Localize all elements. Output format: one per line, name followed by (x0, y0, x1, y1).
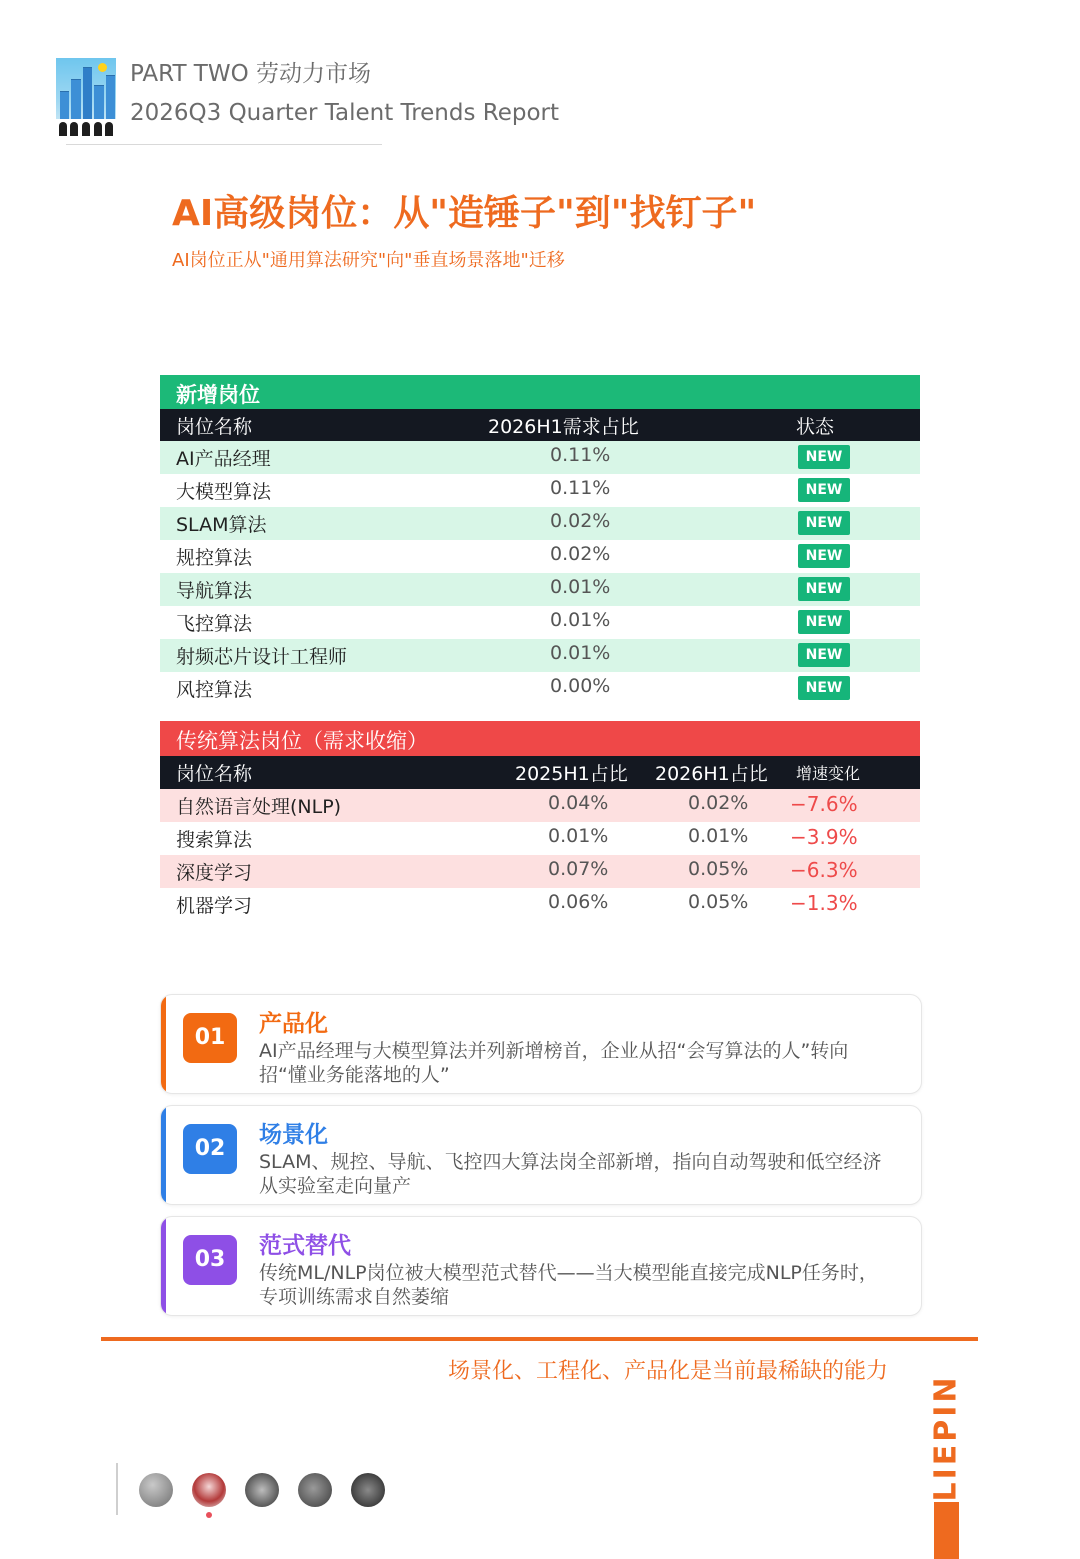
header-part: PART TWO 劳动力市场 (130, 61, 372, 87)
insight-card (160, 1105, 922, 1205)
job-share: 0.02% (550, 543, 611, 565)
traditional-jobs-section-header (160, 721, 920, 757)
new-badge: NEW (798, 676, 850, 700)
job-name: 射频芯片设计工程师 (176, 646, 348, 668)
nav-divider (116, 1463, 118, 1515)
new-badge: NEW (798, 577, 850, 601)
card-title: 场景化 (259, 1122, 328, 1148)
card-description: 传统ML/NLP岗位被大模型范式替代——当大模型能直接完成NLP任务时，专项训练需求自然萎缩 (259, 1262, 878, 1308)
traditional-jobs-section-title: 传统算法岗位（需求收缩） (176, 729, 428, 753)
page-subtitle: AI岗位正从"通用算法研究"向"垂直场景落地"迁移 (172, 250, 565, 271)
job-share: 0.00% (550, 675, 611, 697)
insight-card (160, 994, 922, 1094)
new-jobs-column-header (160, 409, 920, 441)
table-row (160, 789, 920, 822)
table-row (160, 639, 920, 672)
job-name: 规控算法 (176, 547, 253, 569)
table-row (160, 474, 920, 507)
col-growth-change: 增速变化 (796, 764, 861, 783)
col-2025h1-share: 2025H1占比 (515, 763, 628, 785)
table-row (160, 888, 920, 921)
table-row (160, 606, 920, 639)
page-thumbnail-4[interactable] (298, 1473, 332, 1507)
job-name: 深度学习 (176, 862, 253, 884)
new-badge: NEW (798, 478, 850, 502)
share-2025h1: 0.01% (548, 825, 609, 847)
page-thumbnail-5[interactable] (351, 1473, 385, 1507)
table-row (160, 441, 920, 474)
col-status: 状态 (796, 416, 835, 438)
job-name: 风控算法 (176, 679, 253, 701)
job-name: 大模型算法 (176, 481, 272, 503)
page-thumbnail-3[interactable] (245, 1473, 279, 1507)
new-jobs-section-title: 新增岗位 (176, 383, 260, 407)
job-name: 导航算法 (176, 580, 253, 602)
card-number: 03 (183, 1235, 237, 1285)
job-share: 0.01% (550, 576, 611, 598)
job-share: 0.01% (550, 609, 611, 631)
share-2025h1: 0.06% (548, 891, 609, 913)
table-row (160, 507, 920, 540)
new-badge: NEW (798, 610, 850, 634)
table-row (160, 573, 920, 606)
card-description: SLAM、规控、导航、飞控四大算法岗全部新增，指向自动驾驶和低空经济从实验室走向量产 (259, 1151, 882, 1197)
table-row (160, 672, 920, 705)
col-job-name: 岗位名称 (176, 763, 253, 785)
col-2026h1-share: 2026H1占比 (655, 763, 768, 785)
job-name: 飞控算法 (176, 613, 253, 635)
share-2025h1: 0.07% (548, 858, 609, 880)
share-2026h1: 0.05% (688, 858, 749, 880)
card-description: AI产品经理与大模型算法并列新增榜首，企业从招“会写算法的人”转向招“懂业务能落地的人” (259, 1040, 849, 1086)
job-share: 0.02% (550, 510, 611, 532)
table-row (160, 822, 920, 855)
traditional-jobs-column-header (160, 756, 920, 789)
card-number: 01 (183, 1013, 237, 1063)
growth-change: −7.6% (790, 792, 858, 816)
job-share: 0.11% (550, 444, 611, 466)
share-2025h1: 0.04% (548, 792, 609, 814)
growth-change: −6.3% (790, 858, 858, 882)
new-badge: NEW (798, 544, 850, 568)
brand-label (928, 1373, 964, 1502)
new-badge: NEW (798, 511, 850, 535)
page-thumbnail-1[interactable] (139, 1473, 173, 1507)
footer-divider (101, 1337, 978, 1341)
new-jobs-section-header (160, 375, 920, 411)
card-accent-bar (161, 1106, 166, 1204)
brand-name: LIEPIN (928, 1373, 964, 1502)
page-thumbnail-2[interactable] (192, 1473, 226, 1507)
share-2026h1: 0.02% (688, 792, 749, 814)
header-divider (66, 144, 382, 145)
brand-accent-bar (934, 1502, 959, 1559)
job-share: 0.01% (550, 642, 611, 664)
page-title: AI高级岗位：从"造锤子"到"找钉子" (172, 193, 757, 234)
job-name: SLAM算法 (176, 514, 267, 536)
card-accent-bar (161, 995, 166, 1093)
share-2026h1: 0.05% (688, 891, 749, 913)
card-title: 产品化 (259, 1011, 328, 1037)
insight-card (160, 1216, 922, 1316)
share-2026h1: 0.01% (688, 825, 749, 847)
col-job-name: 岗位名称 (176, 416, 253, 438)
report-logo (56, 58, 116, 136)
job-name: 自然语言处理(NLP) (176, 796, 342, 818)
card-number: 02 (183, 1124, 237, 1174)
job-share: 0.11% (550, 477, 611, 499)
growth-change: −1.3% (790, 891, 858, 915)
card-title: 范式替代 (259, 1233, 351, 1259)
col-2026h1-share: 2026H1需求占比 (488, 416, 639, 438)
new-badge: NEW (798, 643, 850, 667)
job-name: AI产品经理 (176, 448, 271, 470)
table-row (160, 540, 920, 573)
current-page-dot (206, 1512, 212, 1518)
growth-change: −3.9% (790, 825, 858, 849)
header-report-name: 2026Q3 Quarter Talent Trends Report (130, 100, 560, 126)
new-badge: NEW (798, 445, 850, 469)
table-row (160, 855, 920, 888)
job-name: 搜索算法 (176, 829, 253, 851)
footer-tagline: 场景化、工程化、产品化是当前最稀缺的能力 (448, 1359, 889, 1384)
card-accent-bar (161, 1217, 166, 1315)
job-name: 机器学习 (176, 895, 253, 917)
